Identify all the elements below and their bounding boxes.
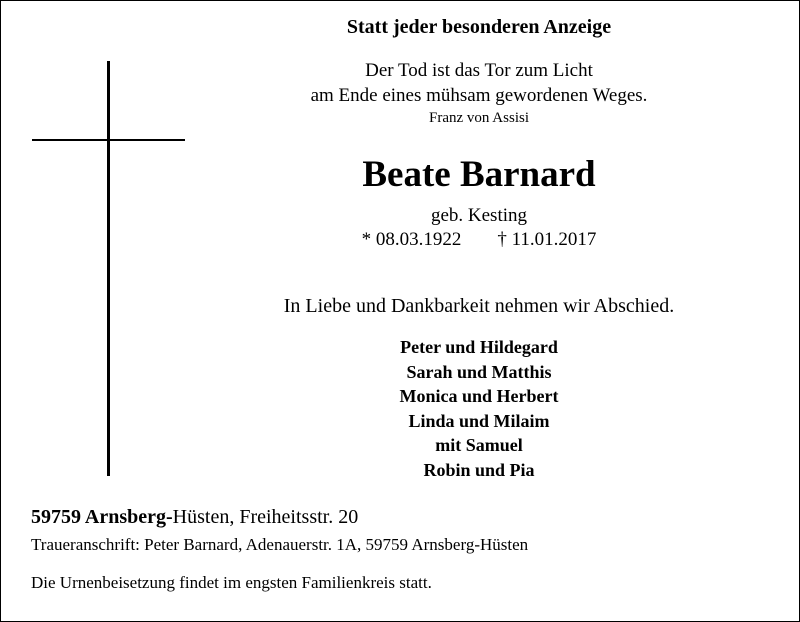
urn-burial-notice: Die Urnenbeisetzung findet im engsten Familienkreis statt. — [31, 573, 432, 592]
maiden-name: geb. Kesting — [430, 205, 528, 226]
birth-date: * 08.03.1922 — [361, 229, 462, 250]
life-dates — [159, 229, 799, 251]
family-member: Sarah und Matthis — [406, 361, 552, 382]
address-street: Hüsten, Freiheitsstr. 20 — [172, 506, 359, 528]
farewell-text: In Liebe und Dankbarkeit nehmen wir Abschied. — [283, 295, 675, 317]
death-date: † 11.01.2017 — [497, 229, 597, 250]
deceased-name: Beate Barnard — [362, 154, 596, 195]
notice-header: Statt jeder besonderen Anzeige — [346, 16, 612, 38]
family-member: Monica und Herbert — [399, 386, 559, 407]
cross-icon-vertical-bar — [107, 61, 110, 476]
family-member: Linda und Milaim — [408, 410, 550, 431]
address-city-bold: 59759 Arnsberg- — [31, 506, 173, 528]
family-member: Robin und Pia — [423, 459, 535, 480]
quote-line-1: Der Tod ist das Tor zum Licht — [365, 60, 593, 81]
family-member: mit Samuel — [435, 435, 523, 456]
family-list — [159, 335, 799, 483]
cross-icon-horizontal-bar — [32, 139, 185, 141]
mourning-address: Traueranschrift: Peter Barnard, Adenauerstr. 1A, 59759 Arnsberg-Hüsten — [31, 535, 529, 554]
quote-line-2: am Ende eines mühsam gewordenen Weges. — [310, 85, 648, 106]
quote-author: Franz von Assisi — [428, 110, 529, 126]
family-address — [31, 506, 358, 529]
family-member: Peter und Hildegard — [400, 337, 558, 357]
